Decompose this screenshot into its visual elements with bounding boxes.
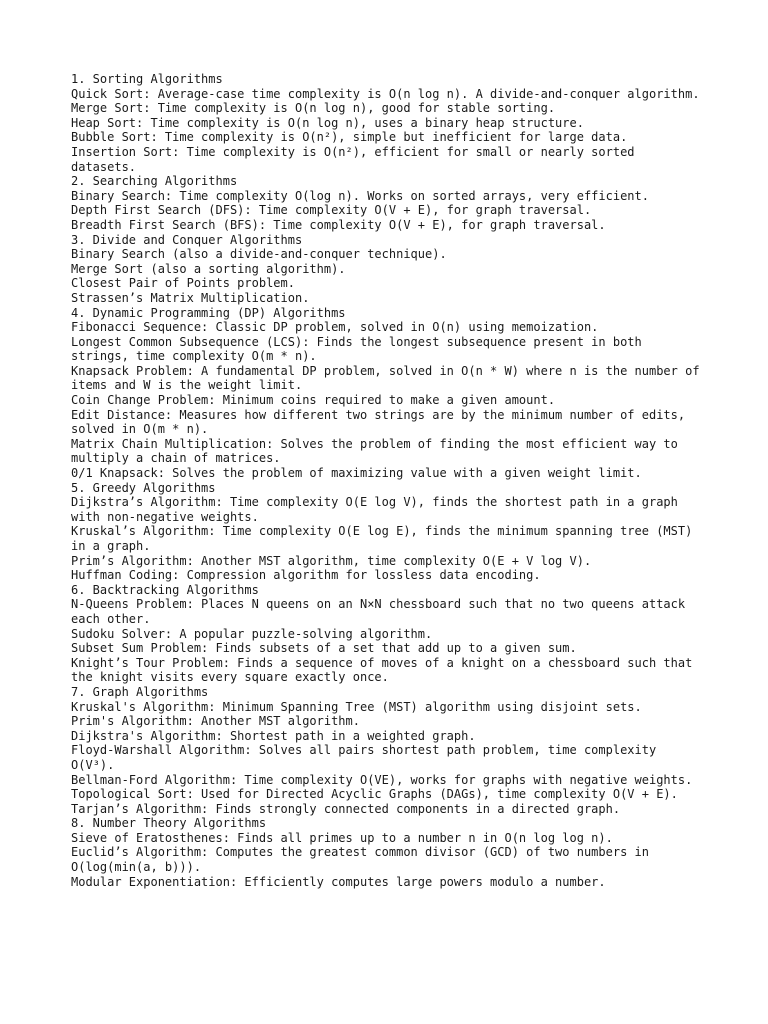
text-line: Binary Search (also a divide-and-conquer technique). <box>71 247 447 262</box>
text-line: Binary Search: Time complexity O(log n). Works on sorted arrays, very efficient. <box>71 188 649 203</box>
text-line: Merge Sort: Time complexity is O(n log n), good for stable sorting. <box>71 101 556 116</box>
text-line: 5. Greedy Algorithms <box>71 480 216 495</box>
text-line: Bellman-Ford Algorithm: Time complexity O(VE), works for graphs with negative weights. <box>71 772 693 787</box>
text-line: Sieve of Eratosthenes: Finds all primes up to a number n in O(n log log n). <box>71 830 613 845</box>
text-line: Euclid’s Algorithm: Computes the greatest common divisor (GCD) of two numbers in O(log(min(a, b))). <box>71 845 657 875</box>
text-line: Coin Change Problem: Minimum coins required to make a given amount. <box>71 393 556 408</box>
text-line: 1. Sorting Algorithms <box>71 72 223 86</box>
text-line: Depth First Search (DFS): Time complexity O(V + E), for graph traversal. <box>71 203 592 218</box>
text-line: Dijkstra’s Algorithm: Time complexity O(E log V), finds the shortest path in a graph with non-negative weights. <box>71 495 686 524</box>
text-line: Breadth First Search (BFS): Time complexity O(V + E), for graph traversal. <box>71 217 606 232</box>
text-line: 0/1 Knapsack: Solves the problem of maximizing value with a given weight limit. <box>71 466 642 481</box>
text-line: Kruskal's Algorithm: Minimum Spanning Tree (MST) algorithm using disjoint sets. <box>71 699 642 714</box>
text-line: Edit Distance: Measures how different two strings are by the minimum number of edits, solved in O(m * n). <box>71 407 693 437</box>
text-line: N-Queens Problem: Places N queens on an N×N chessboard such that no two queens attack each other. <box>71 597 693 626</box>
text-line: Insertion Sort: Time complexity is O(n²), efficient for small or nearly sorted datasets. <box>71 144 642 174</box>
text-line: Strassen’s Matrix Multiplication. <box>71 290 310 305</box>
text-line: Bubble Sort: Time complexity is O(n²), simple but inefficient for large data. <box>71 130 628 145</box>
text-line: Topological Sort: Used for Directed Acyclic Graphs (DAGs), time complexity O(V + E). <box>71 787 678 802</box>
text-line: Floyd-Warshall Algorithm: Solves all pairs shortest path problem, time complexity O(V³). <box>71 743 664 772</box>
text-line: 4. Dynamic Programming (DP) Algorithms <box>71 305 346 320</box>
text-line: Dijkstra's Algorithm: Shortest path in a weighted graph. <box>71 728 476 743</box>
document-body <box>71 72 707 889</box>
text-line: Longest Common Subsequence (LCS): Finds the longest subsequence present in both strings, time complexity O(m * n). <box>71 334 649 364</box>
text-line: 3. Divide and Conquer Algorithms <box>71 232 303 247</box>
text-line: Knight’s Tour Problem: Finds a sequence of moves of a knight on a chessboard such that the knight visits every square exactly once. <box>71 655 700 685</box>
text-line: 6. Backtracking Algorithms <box>71 582 259 597</box>
text-line: Merge Sort (also a sorting algorithm). <box>71 261 346 276</box>
text-line: Kruskal’s Algorithm: Time complexity O(E log E), finds the minimum spanning tree (MST) in a graph. <box>71 524 700 553</box>
text-line: Closest Pair of Points problem. <box>71 276 295 291</box>
text-line: Quick Sort: Average-case time complexity is O(n log n). A divide-and-conquer algorithm. <box>71 86 700 101</box>
text-line: 8. Number Theory Algorithms <box>71 816 267 831</box>
text-line: Heap Sort: Time complexity is O(n log n), uses a binary heap structure. <box>71 115 584 130</box>
text-line: Prim’s Algorithm: Another MST algorithm, time complexity O(E + V log V). <box>71 553 592 568</box>
text-line: Matrix Chain Multiplication: Solves the problem of finding the most efficient way to multiply a chain of matrices. <box>71 436 686 466</box>
text-line: Subset Sum Problem: Finds subsets of a set that add up to a given sum. <box>71 641 577 656</box>
text-line: Modular Exponentiation: Efficiently computes large powers modulo a number. <box>71 874 606 889</box>
text-line: 2. Searching Algorithms <box>71 174 238 189</box>
text-line: Sudoku Solver: A popular puzzle-solving algorithm. <box>71 626 433 641</box>
text-line: Tarjan’s Algorithm: Finds strongly connected components in a directed graph. <box>71 801 621 816</box>
text-line: Huffman Coding: Compression algorithm for lossless data encoding. <box>71 568 541 583</box>
text-line: 7. Graph Algorithms <box>71 684 209 699</box>
text-line: Knapsack Problem: A fundamental DP problem, solved in O(n * W) where n is the number of items and W is the weight limit. <box>71 363 707 393</box>
text-line: Prim's Algorithm: Another MST algorithm. <box>71 714 360 729</box>
text-line: Fibonacci Sequence: Classic DP problem, solved in O(n) using memoization. <box>71 320 599 335</box>
